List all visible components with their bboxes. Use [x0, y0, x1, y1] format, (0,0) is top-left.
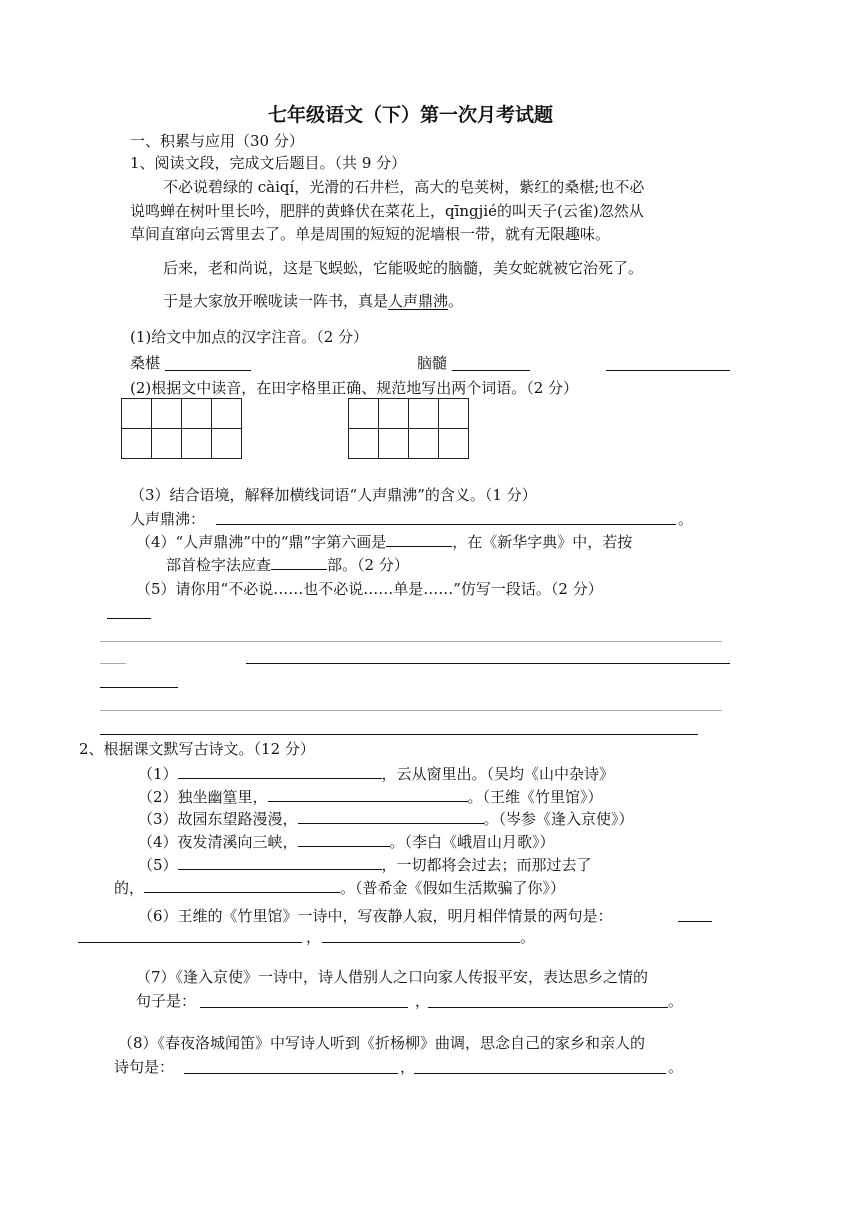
poem-text: （1） — [138, 765, 178, 783]
page-title: 七年级语文（下）第一次月考试题 — [268, 104, 554, 126]
sub-question: （5）请你用“不必说……也不必说……单是……”仿写一段话。（2 分） — [136, 580, 603, 598]
sub-question: （3）结合语境，解释加横线词语“人声鼎沸”的含义。（1 分） — [130, 486, 537, 504]
punctuation: 。 — [520, 928, 536, 946]
poem-text: 的， — [114, 879, 145, 897]
answer-blank[interactable] — [268, 785, 468, 802]
writing-line[interactable] — [100, 641, 722, 642]
poem-text: 。（普希金《假如生活欺骗了你》） — [340, 879, 566, 897]
poem-text: ，一切都将会过去；而那过去了 — [381, 856, 592, 874]
underlined-phrase: 人声鼎沸 — [388, 292, 449, 310]
answer-blank[interactable] — [322, 942, 520, 943]
sub-question — [166, 553, 409, 576]
writing-line[interactable] — [100, 663, 126, 664]
poem-item: （7）《逢入京使》一诗中，诗人借别人之口向家人传报平安，表达思乡之情的 — [136, 968, 649, 986]
poem-text: （3）故园东望路漫漫， — [138, 810, 298, 828]
answer-blank[interactable] — [386, 530, 452, 547]
passage-paragraph: 后来，老和尚说，这是飞蜈蚣，它能吸蛇的脑髓，美女蛇就被它治死了。 — [163, 259, 644, 277]
poem-item: （8）《春夜洛城闻笛》中写诗人听到《折杨柳》曲调，思念自己的家乡和亲人的 — [118, 1034, 646, 1052]
answer-blank[interactable] — [298, 807, 484, 824]
answer-blank[interactable] — [298, 830, 390, 847]
answer-blank[interactable] — [271, 553, 327, 570]
answer-blank[interactable] — [216, 524, 676, 525]
punctuation: ， — [400, 1058, 416, 1076]
section-heading: 一、积累与应用（30 分） — [130, 132, 304, 150]
tianzige-grid[interactable] — [348, 398, 469, 459]
writing-line[interactable] — [100, 710, 722, 711]
poem-text: （4）夜发清溪向三峡， — [138, 833, 298, 851]
poem-text: 。（王维《竹里馆》） — [467, 788, 603, 806]
sub-question: (1)给文中加点的汉字注音。（2 分） — [130, 328, 369, 346]
sub-question: (2)根据文中读音，在田字格里正确、规范地写出两个词语。（2 分） — [130, 379, 579, 397]
poem-item: （6）王维的《竹里馆》一诗中，写夜静人寂，明月相伴情景的两句是： — [138, 907, 613, 925]
answer-blank[interactable] — [144, 876, 340, 893]
answer-blank[interactable] — [184, 1073, 398, 1074]
poem-item — [138, 830, 555, 853]
answer-label: 人声鼎沸： — [130, 510, 206, 528]
poem-item — [114, 876, 565, 899]
passage-text: 。 — [448, 292, 464, 310]
poem-item — [138, 853, 592, 876]
question-heading: 2、根据课文默写古诗文。（12 分） — [79, 740, 315, 758]
sub-question-text: ，在《新华字典》中，若按 — [452, 533, 633, 551]
punctuation: ， — [415, 992, 431, 1010]
answer-blank[interactable] — [78, 942, 302, 943]
poem-text: 。（岑参《逢入京使》） — [483, 810, 634, 828]
answer-blank[interactable] — [165, 370, 251, 371]
poem-item — [138, 807, 634, 830]
passage-line: 不必说碧绿的 càiqí，光滑的石井栏，高大的皂荚树，紫红的桑椹;也不必 — [163, 178, 645, 196]
poem-item: 诗句是： — [114, 1058, 175, 1076]
answer-blank[interactable] — [452, 370, 530, 371]
sub-question — [136, 530, 632, 553]
answer-blank[interactable] — [178, 762, 382, 779]
poem-item: 句子是： — [136, 992, 197, 1010]
poem-text: （2）独坐幽篁里， — [138, 788, 268, 806]
sub-question-text: 部首检字法应查 — [166, 556, 272, 574]
writing-line[interactable] — [107, 618, 151, 619]
passage-text: 于是大家放开喉咙读一阵书，真是 — [163, 292, 389, 310]
answer-blank[interactable] — [678, 921, 712, 922]
writing-line[interactable] — [100, 687, 178, 688]
answer-blank[interactable] — [606, 370, 730, 371]
passage-paragraph — [163, 290, 463, 312]
writing-line[interactable] — [246, 663, 730, 664]
question-heading: 1、阅读文段，完成文后题目。（共 9 分） — [130, 154, 407, 172]
poem-text: 。（李白《峨眉山月歌》） — [389, 833, 555, 851]
passage-line: 草间直窜向云霄里去了。单是周围的短短的泥墙根一带，就有无限趣味。 — [130, 225, 611, 243]
punctuation: 。 — [668, 1058, 684, 1076]
pinyin-label: 桑椹 — [130, 354, 161, 372]
punctuation: 。 — [668, 992, 684, 1010]
pinyin-label: 脑髓 — [417, 354, 448, 372]
tianzige-grid[interactable] — [121, 398, 242, 459]
punctuation: 。 — [678, 510, 694, 528]
poem-item — [138, 762, 614, 785]
sub-question-text: 部。（2 分） — [327, 556, 409, 574]
sub-question-text: （4）“人声鼎沸”中的“鼎”字第六画是 — [136, 533, 387, 551]
punctuation: ， — [306, 928, 322, 946]
answer-blank[interactable] — [428, 1007, 668, 1008]
writing-line[interactable] — [100, 734, 698, 735]
poem-text: ，云从窗里出。（吴均《山中杂诗》 — [381, 765, 615, 783]
answer-blank[interactable] — [414, 1073, 666, 1074]
answer-blank[interactable] — [200, 1007, 408, 1008]
poem-text: （5） — [138, 856, 178, 874]
poem-item — [138, 785, 603, 808]
answer-blank[interactable] — [178, 853, 382, 870]
passage-line: 说鸣蝉在树叶里长吟，肥胖的黄蜂伏在菜花上，qīngjié的叫天子(云雀)忽然从 — [130, 202, 644, 220]
